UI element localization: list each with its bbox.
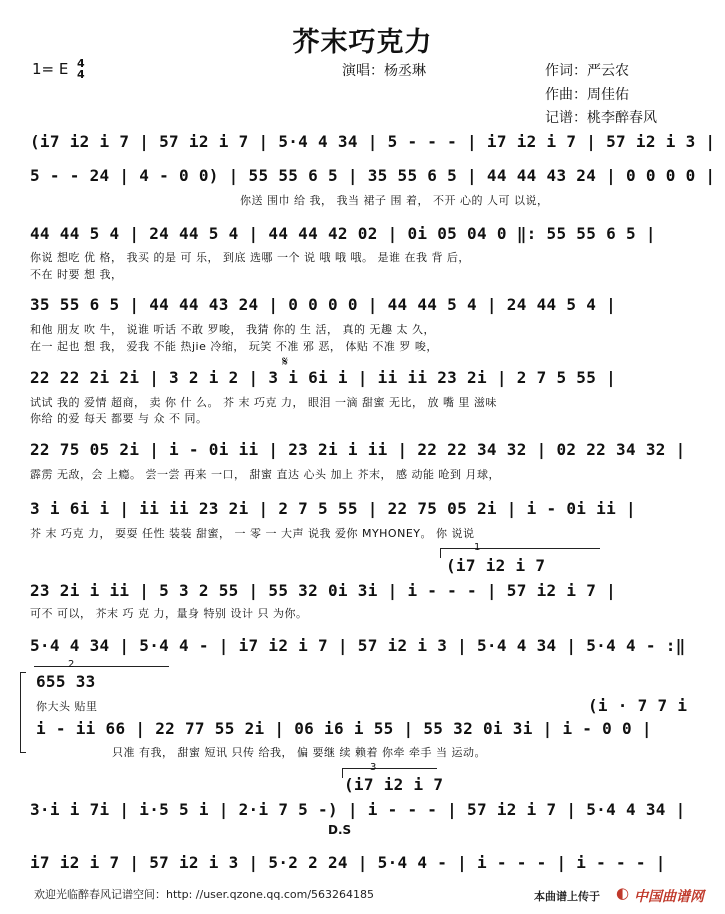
brace-bottom — [20, 752, 26, 753]
volta-2-lyric: 你大头 贴里 — [36, 700, 98, 713]
score-line-7: 3 i 6i i | ii ii 23 2i | 2 7 5 55 | 22 75 05 2i | i - 0i ii | — [30, 499, 636, 518]
intro-tail-notes: (i · 7 7 i — [588, 696, 688, 715]
lyric-line-3b: 不在 时要 想 我， — [30, 268, 123, 281]
score-line-3: 44 44 5 4 | 24 44 5 4 | 44 44 42 02 | 0i 05 04 0 ‖: 55 55 6 5 | — [30, 224, 656, 243]
volta-3-bracket — [342, 768, 437, 769]
lyric-line-4b: 在一 起也 想 我， 爱我 不能 热jie 冷缩， 玩笑 不准 邪 恶， 体贴 不准 罗 唆， — [30, 340, 438, 353]
lyric-line-6a: 霹雳 无敌，会 上瘾。 尝一尝 再来 一口， 甜蜜 直达 心头 加上 芥末， 感 动能 呛到 月球， — [30, 468, 500, 481]
logo-icon: ◐ — [616, 884, 630, 902]
time-signature-numerator: 4 — [77, 57, 85, 70]
volta-1-label: 1 — [474, 542, 481, 553]
score-line-2: 5 - - 24 | 4 - 0 0) | 55 55 6 5 | 35 55 6 5 | 44 44 43 24 | 0 0 0 0 | — [30, 166, 716, 185]
volta-3-notes: (i7 i2 i 7 — [344, 775, 444, 794]
volta-3-label: 3 — [370, 762, 377, 773]
key-signature: 1= E — [32, 60, 69, 78]
score-line-11: 3·i i 7i | i·5 5 i | 2·i 7 5 -) | i - - - | 57 i2 i 7 | 5·4 4 34 | — [30, 800, 686, 819]
volta-2-bracket — [34, 666, 169, 667]
volta-2-notes: 655 33 — [36, 672, 96, 691]
footer-upload-note: 本曲谱上传于 — [534, 890, 600, 903]
volta-1-bracket — [440, 548, 600, 549]
time-signature — [77, 58, 85, 80]
lyric-line-5b: 你给 的爱 每天 都要 与 众 不 同。 — [30, 412, 208, 425]
score-line-12: i7 i2 i 7 | 57 i2 i 3 | 5·2 2 24 | 5·4 4 - | i - - - | i - - - | — [30, 853, 666, 872]
time-signature-denominator: 4 — [77, 68, 85, 81]
transcriber: 记谱：桃李醉春风 — [545, 110, 657, 126]
score-line-6: 22 75 05 2i | i - 0i ii | 23 2i i ii | 22 22 34 32 | 02 22 34 32 | — [30, 440, 686, 459]
score-line-8: 23 2i i ii | 5 3 2 55 | 55 32 0i 3i | i - - - | 57 i2 i 7 | — [30, 581, 617, 600]
lyric-line-4a: 和他 朋友 吹 牛， 说谁 听话 不敢 罗唆， 我猜 你的 生 活， 真的 无趣 太 久， — [30, 323, 435, 336]
lyric-line-7a: 芥 末 巧克 力， 耍耍 任性 装装 甜蜜， 一 零 一 大声 说我 爱你 MYHONEY。 你 说说 — [30, 527, 475, 540]
logo-text: 中国曲谱网 — [634, 889, 704, 905]
score-line-10: i - ii 66 | 22 77 55 2i | 06 i6 i 55 | 55 32 0i 3i | i - 0 0 | — [36, 719, 652, 738]
lyricist: 作词：严云农 — [545, 63, 629, 79]
page-title: 芥末巧克力 — [292, 27, 433, 58]
volta-2-label: 2 — [68, 659, 75, 670]
brace-top — [20, 672, 26, 673]
lyric-line-2a: 你送 围巾 给 我， 我当 裙子 围 着， 不开 心的 人可 以说， — [240, 194, 549, 207]
score-line-9: 5·4 4 34 | 5·4 4 - | i7 i2 i 7 | 57 i2 i 3 | 5·4 4 34 | 5·4 4 - :‖ — [30, 636, 686, 655]
composer: 作曲：周佳佑 — [545, 87, 629, 103]
volta-1-bracket-edge — [440, 548, 441, 558]
score-line-1: (i7 i2 i 7 | 57 i2 i 7 | 5·4 4 34 | 5 - - - | i7 i2 i 7 | 57 i2 i 3 | — [30, 132, 716, 151]
singer: 演唱：杨丞琳 — [342, 63, 426, 79]
ds-marking: D.S — [328, 823, 352, 837]
footer-website: 欢迎光临醉春风记谱空间：http: //user.qzone.qq.com/563264185 — [34, 888, 375, 901]
lyric-line-5a: 试试 我的 爱情 超商， 卖 你 什 么。 芥 末 巧克 力， 眼泪 一滴 甜蜜 无比， 放 嘴 里 滋味 — [30, 396, 497, 409]
lyric-line-10a: 只准 有我， 甜蜜 短讯 只传 给我， 偏 要继 续 赖着 你牵 牵手 当 运动。 — [112, 746, 486, 759]
lyric-line-3a: 你说 想吃 优 格， 我买 的是 可 乐， 到底 选哪 一个 说 哦 哦 哦。 是谁 在我 背 后， — [30, 251, 470, 264]
score-line-5: 22 22 2i 2i | 3 2 i 2 | 3 i 6i i | ii ii 23 2i | 2 7 5 55 | — [30, 368, 617, 387]
brace-line — [20, 672, 21, 752]
volta-1-notes: (i7 i2 i 7 — [446, 556, 546, 575]
score-line-4: 35 55 6 5 | 44 44 43 24 | 0 0 0 0 | 44 44 5 4 | 24 44 5 4 | — [30, 295, 617, 314]
segno-sign: 𝄋 — [282, 354, 289, 370]
volta-3-bracket-edge — [342, 768, 343, 778]
lyric-line-8a: 可不 可以， 芥末 巧 克 力，量身 特别 设计 只 为你。 — [30, 607, 308, 620]
